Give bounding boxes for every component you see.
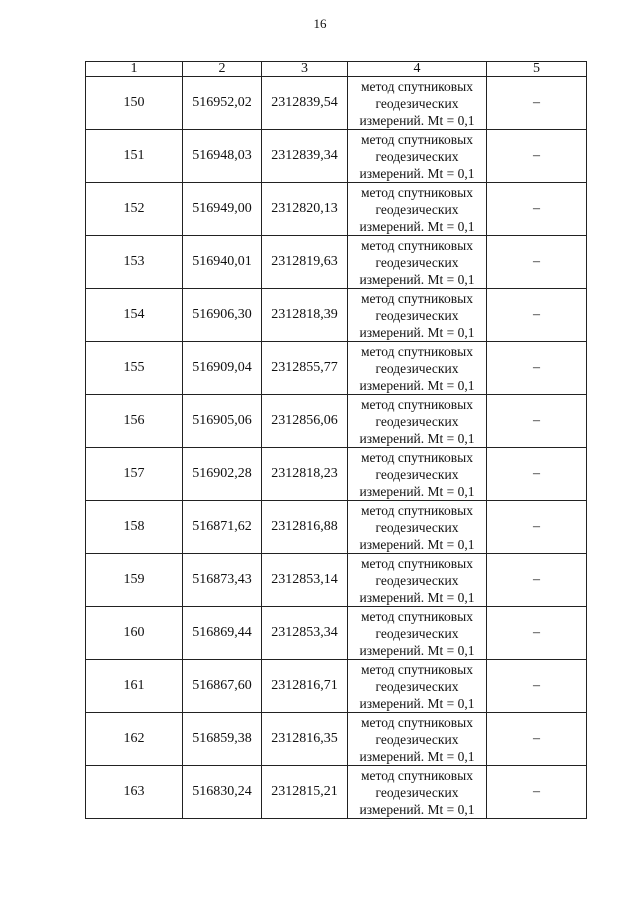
method-text-line: измерений. Mt = 0,1: [359, 218, 475, 234]
y-coordinate-cell: 2312853,34: [262, 607, 348, 660]
point-number-cell: 151: [86, 130, 183, 183]
method-text-line: метод спутниковых: [361, 502, 473, 518]
point-number-cell: 162: [86, 713, 183, 766]
method-cell: [348, 183, 487, 236]
table-row: [86, 289, 587, 342]
y-coordinate-cell: 2312815,21: [262, 766, 348, 819]
method-text-line: измерений. Mt = 0,1: [359, 589, 475, 605]
point-number-cell: 160: [86, 607, 183, 660]
method-text-line: измерений. Mt = 0,1: [359, 642, 475, 658]
point-number-cell: 159: [86, 554, 183, 607]
method-text-line: измерений. Mt = 0,1: [359, 165, 475, 181]
note-cell: –: [487, 342, 587, 395]
method-cell: [348, 501, 487, 554]
method-text-line: измерений. Mt = 0,1: [359, 271, 475, 287]
table-row: [86, 607, 587, 660]
y-coordinate-cell: 2312818,39: [262, 289, 348, 342]
method-text-line: измерений. Mt = 0,1: [359, 748, 475, 764]
point-number-cell: 157: [86, 448, 183, 501]
method-text-line: геодезических: [375, 148, 459, 164]
method-cell: [348, 236, 487, 289]
point-number-cell: 153: [86, 236, 183, 289]
column-header-number: 1: [86, 62, 183, 77]
method-cell: [348, 607, 487, 660]
note-cell: –: [487, 236, 587, 289]
method-cell: [348, 289, 487, 342]
method-text-line: геодезических: [375, 678, 459, 694]
column-header-y: 3: [262, 62, 348, 77]
table-row: [86, 554, 587, 607]
y-coordinate-cell: 2312853,14: [262, 554, 348, 607]
table-row: [86, 660, 587, 713]
note-cell: –: [487, 501, 587, 554]
x-coordinate-cell: 516952,02: [183, 77, 262, 130]
table-row: [86, 501, 587, 554]
method-text-line: измерений. Mt = 0,1: [359, 377, 475, 393]
method-text-line: геодезических: [375, 201, 459, 217]
table-row: [86, 130, 587, 183]
method-text-line: метод спутниковых: [361, 290, 473, 306]
method-text-line: геодезических: [375, 254, 459, 270]
x-coordinate-cell: 516906,30: [183, 289, 262, 342]
y-coordinate-cell: 2312839,34: [262, 130, 348, 183]
table-row: [86, 766, 587, 819]
x-coordinate-cell: 516859,38: [183, 713, 262, 766]
y-coordinate-cell: 2312820,13: [262, 183, 348, 236]
table-row: [86, 342, 587, 395]
point-number-cell: 150: [86, 77, 183, 130]
note-cell: –: [487, 289, 587, 342]
method-text-line: метод спутниковых: [361, 396, 473, 412]
point-number-cell: 154: [86, 289, 183, 342]
method-text-line: метод спутниковых: [361, 661, 473, 677]
method-text-line: измерений. Mt = 0,1: [359, 536, 475, 552]
method-text-line: измерений. Mt = 0,1: [359, 324, 475, 340]
method-text-line: геодезических: [375, 466, 459, 482]
method-text-line: геодезических: [375, 625, 459, 641]
method-text-line: измерений. Mt = 0,1: [359, 430, 475, 446]
note-cell: –: [487, 766, 587, 819]
table-row: [86, 236, 587, 289]
note-cell: –: [487, 554, 587, 607]
table-header-row: [86, 62, 587, 77]
x-coordinate-cell: 516871,62: [183, 501, 262, 554]
y-coordinate-cell: 2312816,88: [262, 501, 348, 554]
method-cell: [348, 448, 487, 501]
point-number-cell: 158: [86, 501, 183, 554]
method-text-line: метод спутниковых: [361, 608, 473, 624]
method-text-line: измерений. Mt = 0,1: [359, 112, 475, 128]
method-cell: [348, 766, 487, 819]
method-text-line: измерений. Mt = 0,1: [359, 483, 475, 499]
y-coordinate-cell: 2312816,35: [262, 713, 348, 766]
method-cell: [348, 130, 487, 183]
method-text-line: геодезических: [375, 731, 459, 747]
method-text-line: геодезических: [375, 95, 459, 111]
column-header-method: 4: [348, 62, 487, 77]
x-coordinate-cell: 516867,60: [183, 660, 262, 713]
table-body: [86, 77, 587, 819]
x-coordinate-cell: 516905,06: [183, 395, 262, 448]
method-text-line: метод спутниковых: [361, 714, 473, 730]
table-row: [86, 713, 587, 766]
x-coordinate-cell: 516949,00: [183, 183, 262, 236]
method-text-line: геодезических: [375, 572, 459, 588]
method-text-line: измерений. Mt = 0,1: [359, 695, 475, 711]
method-text-line: метод спутниковых: [361, 184, 473, 200]
x-coordinate-cell: 516909,04: [183, 342, 262, 395]
method-text-line: метод спутниковых: [361, 343, 473, 359]
y-coordinate-cell: 2312818,23: [262, 448, 348, 501]
table-row: [86, 448, 587, 501]
method-text-line: геодезических: [375, 784, 459, 800]
method-cell: [348, 77, 487, 130]
point-number-cell: 156: [86, 395, 183, 448]
table-row: [86, 395, 587, 448]
method-text-line: метод спутниковых: [361, 449, 473, 465]
method-text-line: измерений. Mt = 0,1: [359, 801, 475, 817]
page-number: 16: [313, 16, 327, 31]
method-text-line: метод спутниковых: [361, 131, 473, 147]
note-cell: –: [487, 713, 587, 766]
note-cell: –: [487, 77, 587, 130]
x-coordinate-cell: 516873,43: [183, 554, 262, 607]
method-cell: [348, 554, 487, 607]
method-cell: [348, 713, 487, 766]
coordinates-table: [85, 61, 587, 819]
method-cell: [348, 342, 487, 395]
note-cell: –: [487, 130, 587, 183]
point-number-cell: 152: [86, 183, 183, 236]
note-cell: –: [487, 183, 587, 236]
method-text-line: геодезических: [375, 307, 459, 323]
note-cell: –: [487, 607, 587, 660]
point-number-cell: 161: [86, 660, 183, 713]
column-header-x: 2: [183, 62, 262, 77]
method-text-line: геодезических: [375, 519, 459, 535]
method-text-line: геодезических: [375, 360, 459, 376]
x-coordinate-cell: 516869,44: [183, 607, 262, 660]
y-coordinate-cell: 2312839,54: [262, 77, 348, 130]
x-coordinate-cell: 516940,01: [183, 236, 262, 289]
x-coordinate-cell: 516902,28: [183, 448, 262, 501]
y-coordinate-cell: 2312856,06: [262, 395, 348, 448]
note-cell: –: [487, 660, 587, 713]
method-text-line: метод спутниковых: [361, 555, 473, 571]
column-header-note: 5: [487, 62, 587, 77]
note-cell: –: [487, 395, 587, 448]
y-coordinate-cell: 2312855,77: [262, 342, 348, 395]
x-coordinate-cell: 516830,24: [183, 766, 262, 819]
method-cell: [348, 660, 487, 713]
method-text-line: геодезических: [375, 413, 459, 429]
method-text-line: метод спутниковых: [361, 78, 473, 94]
point-number-cell: 163: [86, 766, 183, 819]
y-coordinate-cell: 2312816,71: [262, 660, 348, 713]
method-cell: [348, 395, 487, 448]
note-cell: –: [487, 448, 587, 501]
point-number-cell: 155: [86, 342, 183, 395]
table-row: [86, 77, 587, 130]
method-text-line: метод спутниковых: [361, 237, 473, 253]
x-coordinate-cell: 516948,03: [183, 130, 262, 183]
y-coordinate-cell: 2312819,63: [262, 236, 348, 289]
method-text-line: метод спутниковых: [361, 767, 473, 783]
table-row: [86, 183, 587, 236]
